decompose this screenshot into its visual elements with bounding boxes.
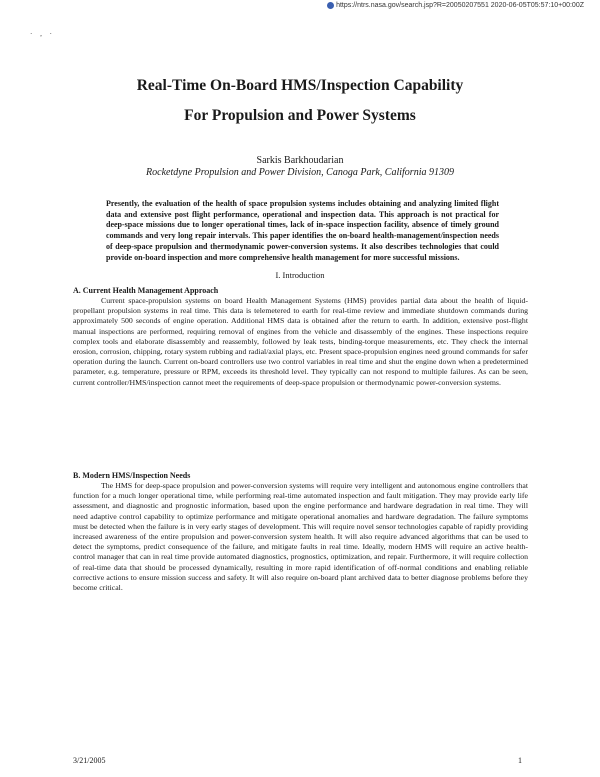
subsection-heading-modern-hms: B. Modern HMS/Inspection Needs [73, 471, 191, 480]
margin-marks: · , · [30, 30, 55, 38]
globe-icon [327, 2, 334, 9]
abstract: Presently, the evaluation of the health of space propulsion systems includes obtaining and analyzing limited flight data and extensive post flight performance, operational and inspection data. This approach is not practical for deep-space missions due to longer operational times, lack of in-space inspection facility, absence of timely ground commands and very long repair intervals. This paper identifies the on-board health-management/inspection needs of deep-space propulsion and thermodynamic power-conversion systems. It also describes technologies that could provide on-board inspection and more comprehensive health management for more successful missions. [106, 199, 499, 262]
page-number: 1 [518, 756, 522, 765]
paper-title-line2: For Propulsion and Power Systems [184, 107, 416, 124]
author-name: Sarkis Barkhoudarian [256, 155, 344, 166]
author-affiliation: Rocketdyne Propulsion and Power Division, Canoga Park, California 91309 [146, 167, 454, 178]
paragraph-current-hms: Current space-propulsion systems on board Health Management Systems (HMS) provides partial data about the health of liquid-propellant propulsion systems in real time. This data is telemetered to earth for real-time review and immediate shutdown commands during approximately 500 seconds of engine operation. Additional HMS data is obtained after the return to earth. In addition, extensive post-flight manual inspections are performed, requiring removal of engines from the vehicle and disassembly of the engines. These inspections require complex tools and elaborate disassembly and reassembly, followed by leak tests, binding-torque measurements, etc. They check the internal erosion, corrosion, chipping, rotary system rubbing and radial/axial plays, etc. Present space-propulsion engines need ground commands for safer operation during the launch. Current on-board controllers use two control variables in real time and shut the engine down when a predetermined parameter, e.g. temperature, pressure or RPM, exceeds its threshold level. They typically can not respond to multiple failures. As can be seen, current controller/HMS/inspection cannot meet the requirements of deep-space propulsion or thermodynamic power-conversion systems. [73, 296, 528, 387]
footer-date: 3/21/2005 [73, 756, 106, 765]
subsection-heading-current-hms: A. Current Health Management Approach [73, 286, 219, 295]
source-url-text[interactable]: https://ntrs.nasa.gov/search.jsp?R=20050207551 2020-06-05T05:57:10+00:00Z [336, 2, 584, 9]
paragraph-modern-hms: The HMS for deep-space propulsion and power-conversion systems will require very intelligent and autonomous engine controllers that function for a much longer operational time, while performing real-time automated inspection and fault mitigation. They may provide early life assessment, and diagnostic and prognostic information, based upon the engine performance and hardware degradation in real time. They will need adaptive control capability to optimize performance and mitigate operational anomalies and hardware degradation. The failure symptoms must be detected when the failure is in very early stages of development. This will require novel sensor technologies capable of rapidly providing increased awareness of the entire propulsion and power-conversion system health. It will also require advanced algorithms that can be used to detect the symptoms, predict consequence of the failure, and mitigate faults in real time. Ideally, modern HMS will require an active health-control manager that can in real time provide automated diagnostics, prognostics, optimization, and repair. Furthermore, it will require collection of real-time data that should be processed dynamically, resulting in more rapid identification of off-normal conditions and enabling reliable corrective actions to ensure mission success and safety. It will also require on-board plant archived data to better diagnose problems before they become critical. [73, 481, 528, 593]
paper-title-line1: Real-Time On-Board HMS/Inspection Capability [136, 77, 464, 94]
source-url[interactable] [327, 2, 584, 9]
section-heading-introduction: I. Introduction [275, 270, 325, 280]
